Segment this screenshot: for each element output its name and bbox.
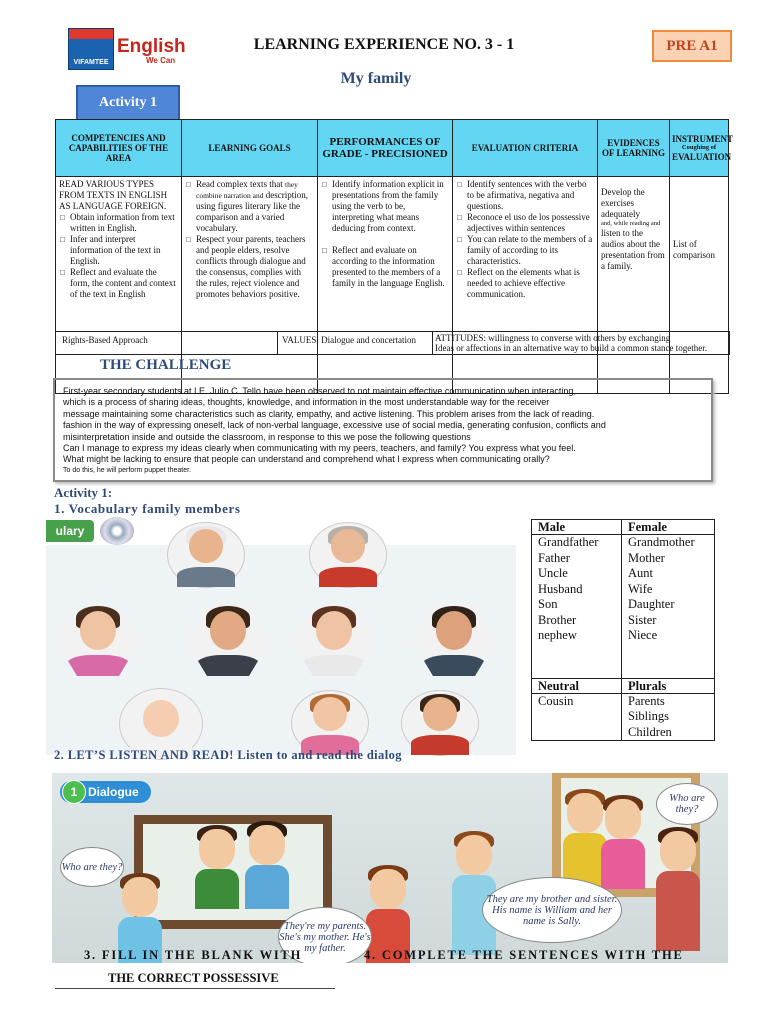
logo-text: VIFAMTEE [73, 59, 109, 66]
attitudes-label-2: Ideas or affections in an alternative way to build a common stance together. [435, 343, 707, 353]
competency-item: □ Obtain information from text written in English. [59, 212, 178, 234]
aunt-photo [56, 603, 140, 679]
cell-performances [318, 177, 453, 394]
challenge-title: THE CHALLENGE [100, 357, 232, 373]
criteria-item: □ You can relate to the members of a family of according to its characteristics. [456, 234, 594, 267]
instrument-value: List of comparison [673, 239, 715, 260]
competency-item: □ Reflect and evaluate the form, the content and context of the text in English [59, 267, 178, 300]
criteria-item: □ Reflect on the elements what is needed to achieve effective communication. [456, 267, 594, 300]
approach-row [55, 331, 730, 355]
female-word: Mother [622, 551, 715, 567]
table-row [532, 693, 715, 709]
speech-bubble-left: Who are they? [60, 847, 124, 887]
male-word: Uncle [532, 566, 622, 582]
values-label: VALUES: Dialogue and concertation [282, 335, 417, 345]
competency-header-row [56, 120, 729, 177]
header-criteria: EVALUATION CRITERIA [453, 120, 598, 177]
male-word: nephew [532, 628, 622, 644]
challenge-line: message maintaining some characteristics such as clarity, empathy, and active listening. This problem arises from the lack of reading. [63, 408, 595, 419]
header-competencies: COMPETENCIES AND CAPABILITIES OF THE AREA [56, 120, 182, 177]
cell-criteria [453, 177, 598, 394]
female-word: Aunt [622, 566, 715, 582]
page-title: LEARNING EXPERIENCE NO. 3 - 1 [253, 36, 515, 53]
table-row [532, 566, 715, 582]
cell-instrument [670, 177, 729, 394]
male-word: Grandfather [532, 535, 622, 551]
female-word: Grandmother [622, 535, 715, 551]
grandfather-photo [168, 523, 244, 587]
goal-item-1 [185, 179, 314, 234]
performance-item: □ Identify information explicit in presentations from the family using the verb to be, interpreting what means deducing from context. [321, 179, 449, 234]
male-word: Husband [532, 582, 622, 598]
female-word: Daughter [622, 597, 715, 613]
activity-title: Activity 1: [54, 485, 113, 500]
evidence-small: and, while reading and [601, 220, 661, 227]
header-evidences: EVIDENCES OF LEARNING [598, 120, 670, 177]
exercise-4-title: 4. COMPLETE THE SENTENCES WITH THE [364, 948, 684, 962]
female-word: Niece [622, 628, 715, 644]
criteria-item: □ Reconoce el uso de los possessive adjectives within sentences [456, 212, 594, 234]
activity-tab[interactable]: Activity 1 [76, 85, 180, 121]
uncle-photo [412, 603, 496, 679]
challenge-line: Can I manage to express my ideas clearly when communicating with my peers, teachers, and family? You express what you feel. [63, 443, 576, 454]
challenge-small-line: To do this, he will perform puppet theater. [63, 466, 192, 474]
competency-item: □ Infer and interpret information of the text in English. [59, 234, 178, 267]
criteria-item: □ Identify sentences with the verbo to be afirmativa, negativa and questions. [456, 179, 594, 212]
speech-bubble-right: Who are they? [656, 783, 718, 825]
logo-word: English [117, 36, 186, 57]
exercise-3-title: 3. FILL IN THE BLANK WITH [84, 948, 303, 962]
table-row [532, 725, 715, 741]
goal-item-1-rest: description, using figures literary like the comparison and a varied vocabulary. [196, 190, 308, 233]
challenge-line: which is a process of sharing ideas, thoughts, knowledge, and information in the most understandable way for the receiver [63, 397, 550, 408]
speech-bubble-siblings: They are my brother and sister. His name is William and her name is Sally. [482, 877, 622, 943]
table-row [532, 628, 715, 644]
page-subtitle: My family [340, 70, 412, 87]
male-word: Father [532, 551, 622, 567]
daughter-photo [292, 691, 368, 755]
vocabulary-title: 1. Vocabulary family members [54, 501, 241, 516]
table-row [532, 551, 715, 567]
neutral-word: Cousin [532, 693, 622, 709]
female-header: Female [622, 520, 715, 535]
dialogue-illustration [52, 773, 728, 963]
divider-line [55, 988, 335, 989]
family-vocabulary-table [531, 519, 715, 741]
family-table-header [532, 520, 715, 535]
female-word: Wife [622, 582, 715, 598]
plural-word: Parents [622, 693, 715, 709]
male-header: Male [532, 520, 622, 535]
table-row [532, 597, 715, 613]
header-goals: LEARNING GOALS [182, 120, 318, 177]
challenge-box [53, 378, 713, 482]
header-instrument-small: Coughing of [681, 144, 717, 151]
table-row [532, 535, 715, 551]
header-instrument-label: INSTRUMENT [672, 134, 734, 144]
cell-evidences [598, 177, 670, 394]
challenge-line: First-year secondary students at I.E. Julio C. Tello have been observed to not maintain effective communication when interacting, [63, 386, 576, 396]
table-row [532, 709, 715, 725]
plural-word: Siblings [622, 709, 715, 725]
table-row [532, 582, 715, 598]
challenge-line: misinterpretation inside and outside the classroom, in response to this we pose the following questions [63, 431, 471, 442]
evidence-part2: listen to the audios about the presentation from a family. [601, 228, 665, 271]
header-instrument [670, 120, 734, 177]
son-photo [402, 691, 478, 755]
performance-item: □ Reflect and evaluate on according to the information presented to the members of a family in the language English. [321, 245, 449, 289]
grandmother-photo [310, 523, 386, 587]
audio-cd-icon[interactable] [100, 517, 134, 545]
family-table-header-2 [532, 678, 715, 693]
mother-photo [292, 603, 376, 679]
speech-bubble-parents: They're my parents. She's my mother. He's my father. [278, 907, 372, 963]
dialogue-number: 1 [62, 780, 86, 804]
plural-word: Children [622, 725, 715, 741]
female-word: Sister [622, 613, 715, 629]
neutral-header: Neutral [532, 678, 622, 693]
plurals-header: Plurals [622, 678, 715, 693]
father-photo [186, 603, 270, 679]
level-badge: PRE A1 [652, 30, 732, 62]
family-tree-illustration [46, 545, 516, 755]
logo-sub: We Can [146, 56, 176, 65]
dialogue-label-text: Dialogue [88, 785, 139, 799]
header-instrument-evaluation: EVALUATION [672, 152, 732, 162]
goal-item-2: □ Respect your parents, teachers and people elders, resolve conflicts through dialogue and the consensus, complies with the rules, reject violence and promotes behaviors positive. [185, 234, 314, 300]
challenge-line: What might be lacking to ensure that people can understand and comprehend what I express when communicating orally? [63, 454, 550, 465]
listen-read-title: 2. LET’S LISTEN AND READ! Listen to and read the dialog [54, 748, 402, 762]
header-performances: PERFORMANCES OF GRADE - PRECISIONED [318, 120, 453, 177]
table-gap-row [532, 644, 715, 679]
male-word: Son [532, 597, 622, 613]
approach-label: Rights-Based Approach [62, 335, 148, 345]
goal-item-1-lead: Read complex texts that [196, 179, 283, 189]
dialogue-label [60, 781, 151, 803]
challenge-line: fashion in the way of expressing oneself, lack of non-verbal language, excessive use of social media, generating confusion, conflicts and [63, 420, 606, 431]
exercise-3-subtitle: THE CORRECT POSSESSIVE [108, 971, 279, 985]
attitudes-label-1: ATTITUDES: willingness to converse with others by exchanging [435, 333, 671, 343]
male-word: Brother [532, 613, 622, 629]
vocabulary-tab: ulary [46, 520, 94, 542]
goal-item-1-small: they combine narration and [196, 180, 298, 200]
table-row [532, 613, 715, 629]
evidence-part1: Develop the exercises adequately [601, 187, 645, 219]
competency-lead: READ VARIOUS TYPES FROM TEXTS IN ENGLISH AS LANGUAGE FOREIGN. [59, 179, 168, 211]
